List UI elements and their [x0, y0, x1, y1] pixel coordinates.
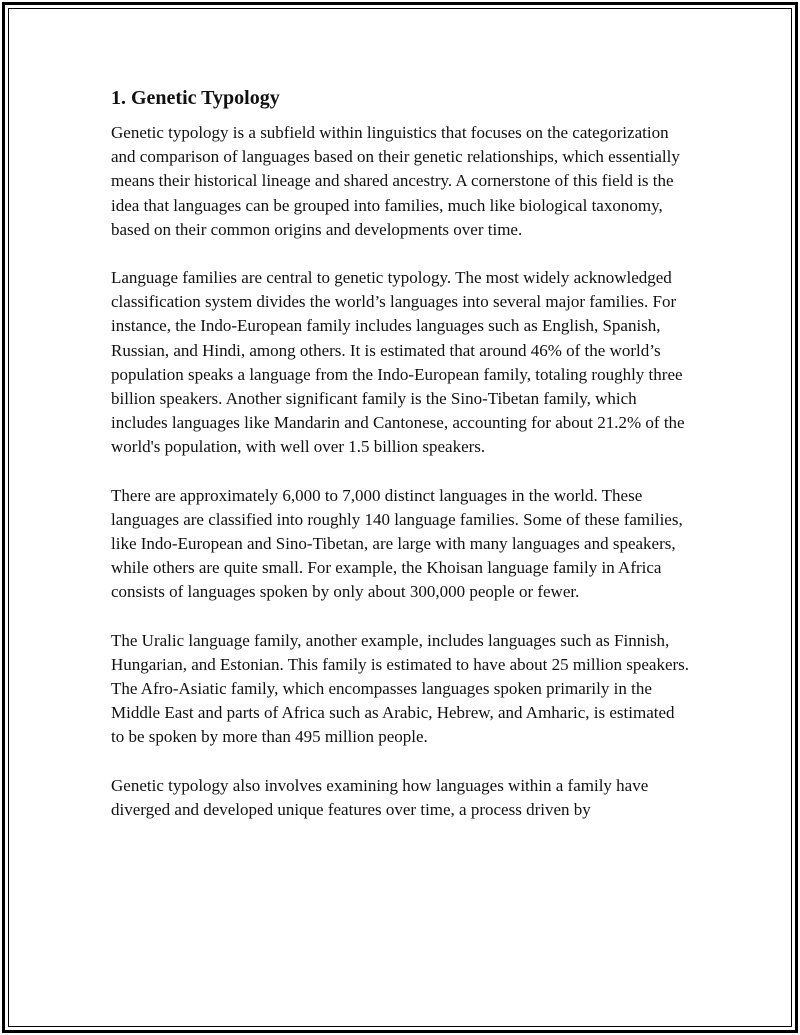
section-heading: 1. Genetic Typology — [111, 87, 280, 109]
paragraph-4: The Uralic language family, another example, includes languages such as Finnish, Hungarian, and Estonian. This family is estimated to have about 25 million speakers. The Afro-Asiatic family, which encompasses languages spoken primarily in the Middle East and parts of Africa such as Arabic, Hebrew, and Amharic, is estimated to be spoken by more than 495 million people. — [111, 630, 690, 747]
document-body — [111, 82, 691, 846]
paragraph-5: Genetic typology also involves examining how languages within a family have diverged and developed unique features over time, a process driven by — [111, 775, 649, 819]
paragraph-2: Language families are central to genetic typology. The most widely acknowledged classification system divides the world’s languages into several major families. For instance, the Indo-European family includes languages such as English, Spanish, Russian, and Hindi, among others. It is estimated that around 46% of the world’s population speaks a language from the Indo-European family, totaling roughly three billion speakers. Another significant family is the Sino-Tibetan family, which includes languages like Mandarin and Cantonese, accounting for about 21.2% of the world's population, with well over 1.5 billion speakers. — [111, 268, 685, 457]
paragraph-3: There are approximately 6,000 to 7,000 distinct languages in the world. These languages are classified into roughly 140 language families. Some of these families, like Indo-European and Sino-Tibetan, are large with many languages and speakers, while others are quite small. For example, the Khoisan language family in Africa consists of languages spoken by only about 300,000 people or fewer. — [111, 485, 683, 602]
paragraph-1: Genetic typology is a subfield within linguistics that focuses on the categorization and comparison of languages based on their genetic relationships, which essentially means their historical lineage and shared ancestry. A cornerstone of this field is the idea that languages can be grouped into families, much like biological taxonomy, based on their common origins and developments over time. — [111, 123, 680, 239]
